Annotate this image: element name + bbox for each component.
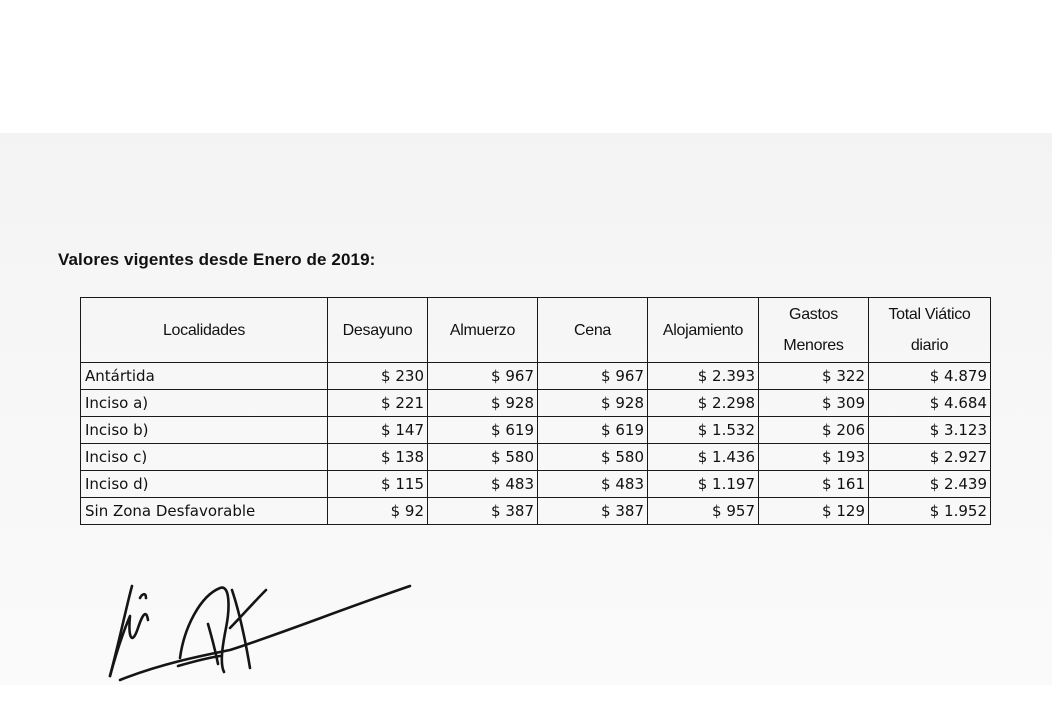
cell-almuerzo: $ 928 [428,390,538,417]
cell-cena: $ 928 [538,390,648,417]
cell-desayuno: $ 147 [328,417,428,444]
header-gastos-menores [759,298,869,363]
cell-total: $ 2.439 [869,471,991,498]
cell-gastos: $ 193 [759,444,869,471]
cell-almuerzo: $ 580 [428,444,538,471]
cell-total: $ 2.927 [869,444,991,471]
table-row [81,417,991,444]
cell-alojamiento: $ 957 [648,498,759,525]
header-gastos-line1: Gastos [789,306,838,323]
cell-cena: $ 483 [538,471,648,498]
table-header-row [81,298,991,363]
cell-cena: $ 580 [538,444,648,471]
cell-cena: $ 619 [538,417,648,444]
cell-gastos: $ 129 [759,498,869,525]
cell-total: $ 3.123 [869,417,991,444]
cell-localidad: Inciso d) [81,471,328,498]
cell-cena: $ 967 [538,363,648,390]
page-heading: Valores vigentes desde Enero de 2019: [58,250,376,269]
cell-alojamiento: $ 2.393 [648,363,759,390]
cell-alojamiento: $ 1.532 [648,417,759,444]
cell-localidad: Sin Zona Desfavorable [81,498,328,525]
cell-gastos: $ 322 [759,363,869,390]
header-total-line2: diario [910,337,949,354]
table-row [81,444,991,471]
cell-desayuno: $ 138 [328,444,428,471]
cell-alojamiento: $ 1.197 [648,471,759,498]
cell-desayuno: $ 115 [328,471,428,498]
cell-desayuno: $ 221 [328,390,428,417]
header-desayuno: Desayuno [328,298,428,363]
cell-localidad: Inciso c) [81,444,328,471]
cell-almuerzo: $ 387 [428,498,538,525]
cell-desayuno: $ 92 [328,498,428,525]
cell-total: $ 4.879 [869,363,991,390]
cell-almuerzo: $ 967 [428,363,538,390]
cell-alojamiento: $ 1.436 [648,444,759,471]
header-localidades: Localidades [81,298,328,363]
table-row [81,498,991,525]
table-row [81,363,991,390]
header-almuerzo: Almuerzo [428,298,538,363]
table-row [81,471,991,498]
header-total-line1: Total Viático [888,306,971,323]
viaticos-table [80,297,991,525]
cell-desayuno: $ 230 [328,363,428,390]
cell-localidad: Inciso a) [81,390,328,417]
cell-gastos: $ 161 [759,471,869,498]
signature-icon [80,568,440,688]
cell-total: $ 4.684 [869,390,991,417]
cell-gastos: $ 309 [759,390,869,417]
header-total-viatico [869,298,991,363]
table-row [81,390,991,417]
header-gastos-line2: Menores [783,337,844,354]
cell-almuerzo: $ 619 [428,417,538,444]
cell-alojamiento: $ 2.298 [648,390,759,417]
cell-gastos: $ 206 [759,417,869,444]
header-alojamiento: Alojamiento [648,298,759,363]
header-cena: Cena [538,298,648,363]
cell-cena: $ 387 [538,498,648,525]
cell-total: $ 1.952 [869,498,991,525]
cell-almuerzo: $ 483 [428,471,538,498]
cell-localidad: Antártida [81,363,328,390]
cell-localidad: Inciso b) [81,417,328,444]
